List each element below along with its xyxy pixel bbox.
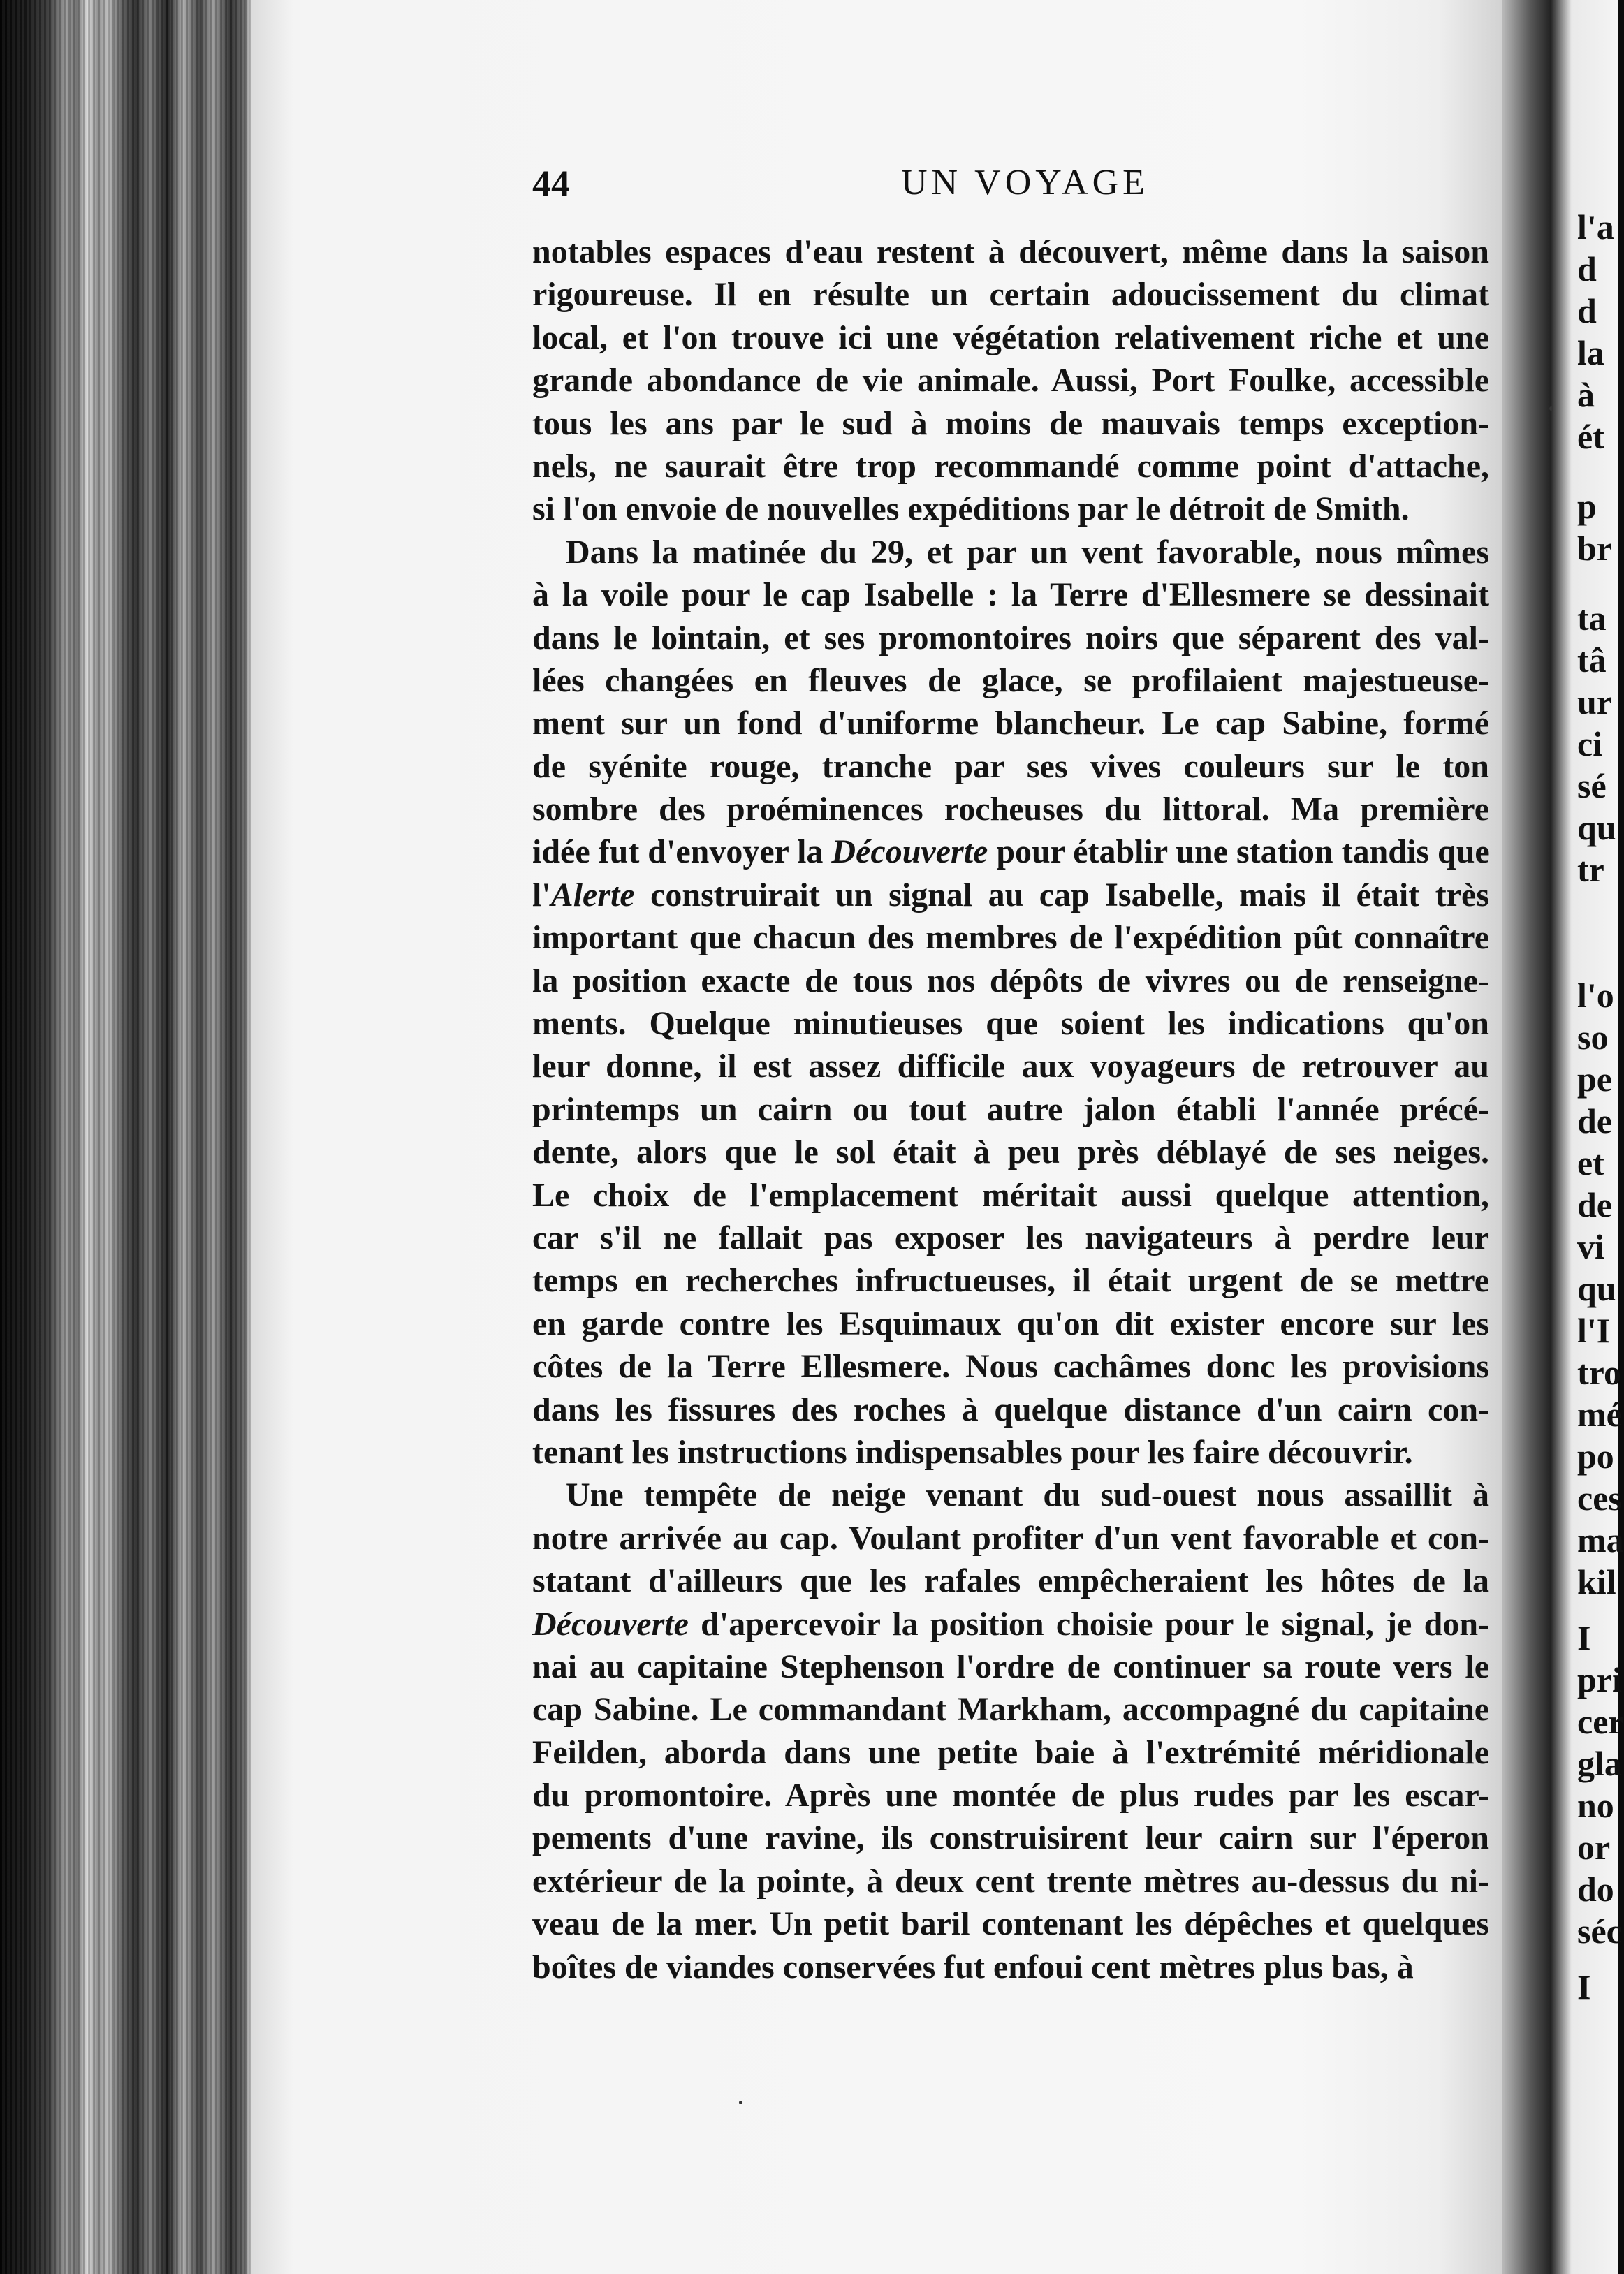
facing-page-text: cer (1577, 1702, 1624, 1741)
text-line: Le choix de l'emplacement méritait aussi quelque attention, (532, 1176, 1489, 1214)
page-header (532, 162, 1510, 211)
facing-page-text: ma (1577, 1520, 1624, 1560)
text-line: car s'il ne fallait pas exposer les navigateurs à perdre leur (532, 1219, 1489, 1256)
text-line: l'Alerte construirait un signal au cap Isabelle, mais il était très (532, 876, 1489, 914)
facing-page-text: qu (1577, 808, 1616, 847)
text-line: sombre des proéminences rocheuses du littoral. Ma première (532, 791, 1489, 828)
text-line: côtes de la Terre Ellesmere. Nous cachâmes donc les provisions (532, 1348, 1489, 1386)
text-line: lées changées en fleuves de glace, se profilaient majestueuse- (532, 661, 1489, 699)
text-line: tenant les instructions indispensables pour les faire découvrir. (532, 1433, 1413, 1471)
facing-page-text: kil (1577, 1562, 1616, 1601)
facing-page-text: qu (1577, 1269, 1616, 1308)
text-line: local, et l'on trouve ici une végétation relativement riche et une (532, 318, 1489, 356)
text-line: Dans la matinée du 29, et par un vent favorable, nous mîmes (566, 533, 1489, 571)
facing-page-text: or (1577, 1828, 1611, 1867)
facing-page-text: mé (1577, 1395, 1622, 1434)
text-line: notables espaces d'eau restent à découvert, même dans la saison (532, 233, 1489, 270)
facing-page-text: ta (1577, 599, 1607, 638)
text-line: tous les ans par le sud à moins de mauvais temps exception- (532, 404, 1489, 442)
text-line: boîtes de viandes conservées fut enfoui cent mètres plus bas, à (532, 1948, 1414, 1986)
text-line: dans les fissures des roches à quelque distance d'un cairn con- (532, 1391, 1489, 1428)
facing-page-text: à (1577, 375, 1595, 414)
text-line: pements d'une ravine, ils construisirent leur cairn sur l'éperon (532, 1819, 1489, 1857)
paragraph (532, 531, 1489, 1474)
paragraph (532, 1474, 1489, 1988)
text-line: cap Sabine. Le commandant Markham, accompagné du capitaine (532, 1691, 1489, 1729)
facing-page-text: tr (1577, 850, 1604, 889)
text-line: la position exacte de tous nos dépôts de vivres ou de renseigne- (532, 962, 1489, 999)
facing-page-text: de (1577, 1185, 1612, 1224)
facing-page-text: vi (1577, 1227, 1604, 1266)
text-line: printemps un cairn ou tout autre jalon établi l'année précé- (532, 1090, 1489, 1128)
facing-page-text: po (1577, 1437, 1614, 1476)
text-line: dans le lointain, et ses promontoires noirs que séparent des val- (532, 619, 1489, 656)
text-line: idée fut d'envoyer la Découverte pour établir une station tandis que (532, 833, 1490, 871)
text-line: Une tempête de neige venant du sud-ouest nous assaillit à (566, 1476, 1489, 1514)
facing-page-text: sé (1577, 766, 1607, 805)
text-line: extérieur de la pointe, à deux cent trente mètres au-dessus du ni- (532, 1862, 1489, 1900)
facing-page-text: ces (1577, 1479, 1622, 1518)
facing-page-text: pri (1577, 1660, 1622, 1699)
text-line: ments. Quelque minutieuses que soient les indications qu'on (532, 1005, 1489, 1043)
facing-page-text: ur (1577, 682, 1612, 721)
text-line: Découverte d'apercevoir la position choisie pour le signal, je don- (532, 1605, 1489, 1643)
text-line: ment sur un fond d'uniforme blancheur. Le cap Sabine, formé (532, 705, 1489, 742)
text-line: temps en recherches infructueuses, il était urgent de se mettre (532, 1262, 1489, 1300)
facing-page-text: p (1577, 487, 1597, 526)
text-line: en garde contre les Esquimaux qu'on dit exister encore sur les (532, 1305, 1489, 1342)
print-speck (739, 2101, 742, 2104)
text-line: nai au capitaine Stephenson l'ordre de continuer sa route vers le (532, 1648, 1489, 1685)
facing-page-text: I (1577, 1967, 1591, 2007)
facing-page-text: pe (1577, 1059, 1612, 1099)
facing-page-fragment (1573, 0, 1624, 2274)
facing-page-text: et (1577, 1143, 1604, 1182)
text-line: du promontoire. Après une montée de plus rudes par les escar- (532, 1777, 1489, 1814)
text-line: veau de la mer. Un petit baril contenant les dépêches et quelques (532, 1905, 1489, 1943)
text-line: grande abondance de vie animale. Aussi, Port Foulke, accessible (532, 362, 1489, 399)
facing-page-text: l'o (1577, 976, 1614, 1015)
facing-page-text: séc (1577, 1912, 1622, 1951)
text-line: à la voile pour le cap Isabelle : la Terre d'Ellesmere se dessinait (532, 576, 1489, 614)
facing-page-text: ci (1577, 724, 1603, 763)
text-line: nels, ne saurait être trop recommandé comme point d'attache, (532, 447, 1489, 485)
book-page-edges (0, 0, 251, 2274)
facing-page-text: l'a (1577, 207, 1614, 247)
body-text (532, 230, 1489, 1988)
facing-page-text: ét (1577, 417, 1604, 456)
text-line: important que chacun des membres de l'expédition pût connaître (532, 919, 1489, 957)
running-title: UN VOYAGE (901, 163, 1149, 203)
facing-page-text: gla (1577, 1744, 1622, 1783)
facing-page-text: I (1577, 1618, 1591, 1657)
text-line: dente, alors que le sol était à peu près déblayé de ses neiges. (532, 1134, 1489, 1171)
paragraph (532, 230, 1489, 531)
facing-page-text: de (1577, 1101, 1612, 1140)
facing-page-text: br (1577, 529, 1612, 568)
text-line: si l'on envoie de nouvelles expéditions par le détroit de Smith. (532, 490, 1410, 528)
page-number: 44 (532, 163, 570, 205)
text-line: Feilden, aborda dans une petite baie à l'extrémité méridionale (532, 1733, 1489, 1771)
text-line: rigoureuse. Il en résulte un certain adoucissement du climat (532, 276, 1489, 314)
facing-page-text: d (1577, 291, 1597, 330)
text-line: leur donne, il est assez difficile aux voyageurs de retrouver au (532, 1048, 1489, 1085)
facing-page-text: no (1577, 1786, 1614, 1825)
print-speck (1549, 406, 1553, 411)
text-line: de syénite rouge, tranche par ses vives couleurs sur le ton (532, 747, 1489, 785)
facing-page-text: so (1577, 1018, 1609, 1057)
facing-page-text: do (1577, 1870, 1614, 1909)
text-line: statant d'ailleurs que les rafales empêcheraient les hôtes de la (532, 1562, 1489, 1600)
facing-page-text: tro (1577, 1353, 1621, 1392)
facing-page-text: d (1577, 249, 1597, 288)
facing-page-text: l'I (1577, 1311, 1611, 1350)
facing-page-text: la (1577, 333, 1604, 372)
text-line: notre arrivée au cap. Voulant profiter d'un vent favorable et con- (532, 1519, 1489, 1557)
facing-page-text: tâ (1577, 640, 1607, 680)
